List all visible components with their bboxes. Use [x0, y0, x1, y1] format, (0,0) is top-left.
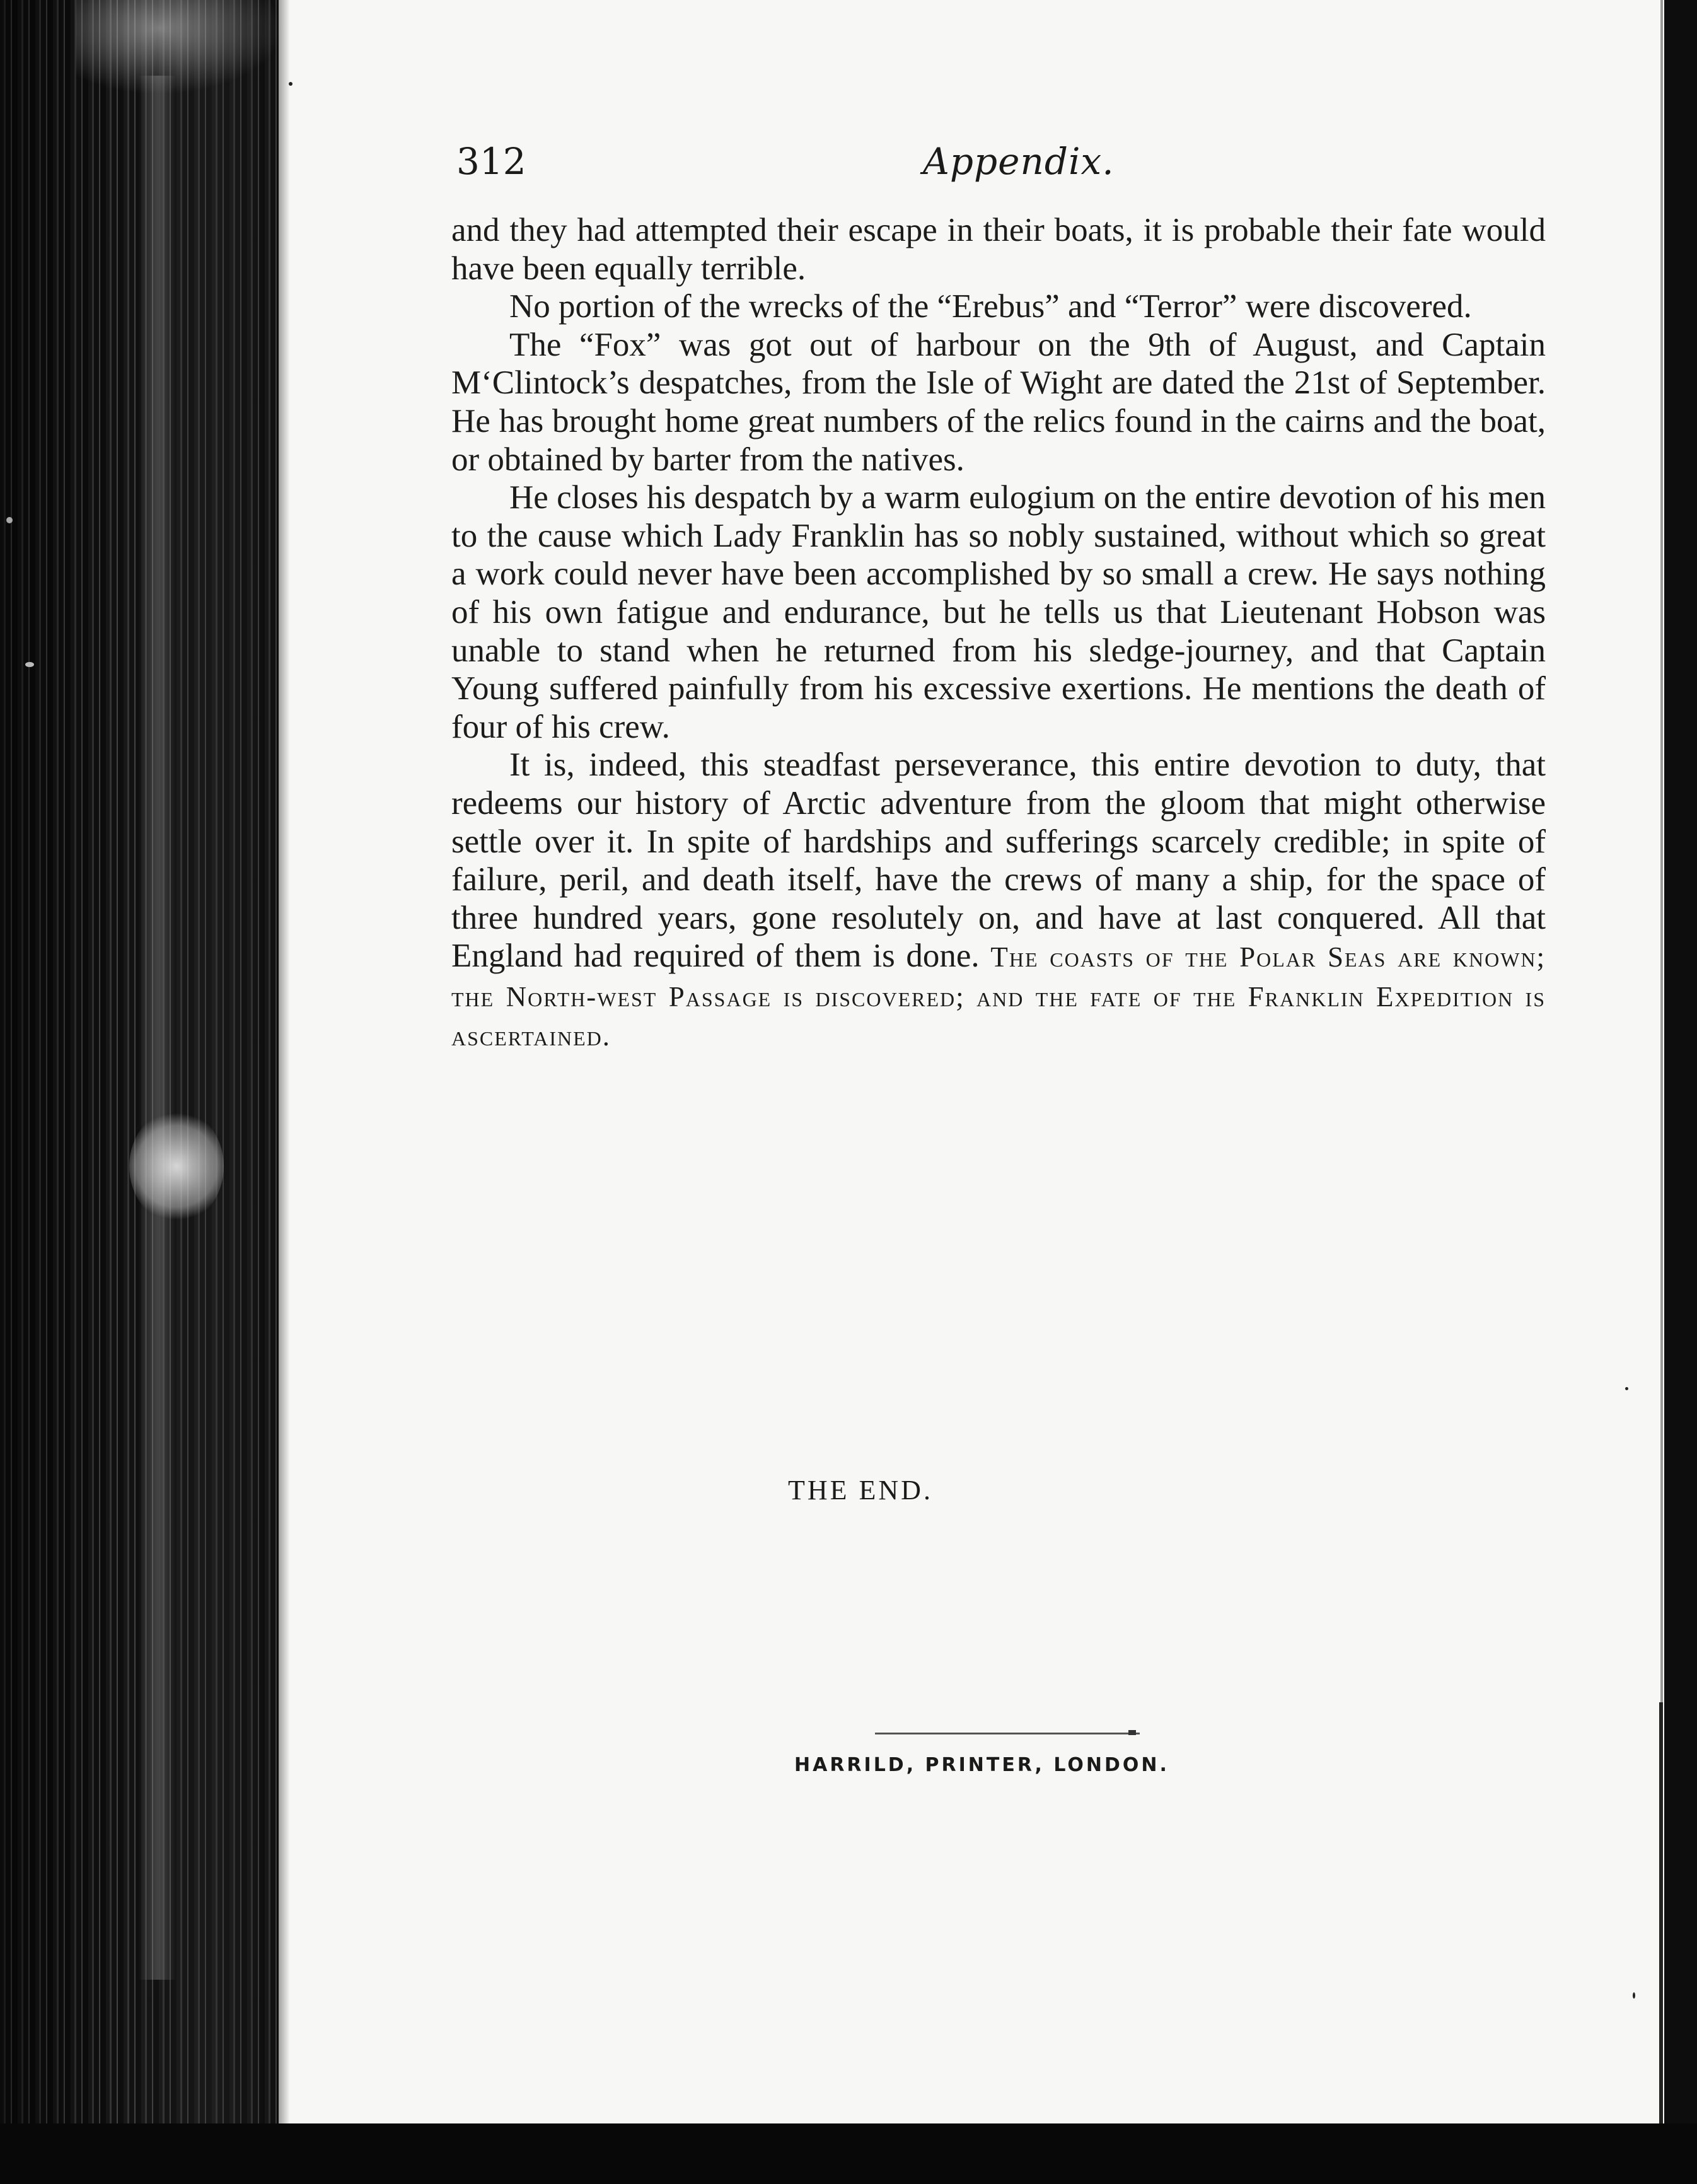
- scan-speck: [6, 517, 13, 523]
- bottom-dark-band: [0, 2123, 1697, 2184]
- paragraph-2: No portion of the wrecks of the “Erebus” and “Terror” were discovered.: [509, 288, 1472, 325]
- running-head: Appendix.: [923, 140, 1115, 183]
- paragraph-1: and they had attempted their escape in their boats, it is probable their fate would have been equally terrible.: [451, 212, 1546, 287]
- gutter-shadow: [279, 0, 290, 2123]
- spine-highlight: [139, 76, 177, 1980]
- body-text: [451, 211, 1546, 1055]
- printer-rule-dot: [1128, 1730, 1136, 1735]
- paragraph-5: [451, 746, 1546, 1055]
- scan-speck: [1633, 1992, 1635, 1999]
- right-page-edge-dark: [1659, 1702, 1663, 2123]
- printer-rule: [875, 1733, 1140, 1734]
- page-number: 312: [456, 140, 526, 183]
- paragraph-4: He closes his despatch by a warm eulogium on the entire devotion of his men to the cause which Lady Franklin has so nobly sustained, without which so great a work could never have been accomplished by so small a crew. He says nothing of his own fatigue and endurance, but he tells us that Lieutenant Hobson was unable to stand when he returned from his sledge-journey, and that Captain Young suffered painfully from his excessive exertions. He mentions the death of four of his crew.: [451, 479, 1546, 745]
- paragraph-3: The “Fox” was got out of harbour on the 9th of August, and Captain M‘Clintock’s despatches, from the Isle of Wight are dated the 21st of September. He has brought home great numbers of the relics found in the cairns and the boat, or obtained by barter from the natives.: [451, 326, 1546, 478]
- the-end: THE END.: [788, 1475, 933, 1506]
- paragraph-5-smallcaps: The coasts of the Polar Seas are known; the North-west Passage is discovered; and the fate of the Franklin Expedition is ascertained.: [451, 941, 1546, 1052]
- spine-stain: [76, 0, 284, 95]
- page-header: [456, 136, 1125, 193]
- paragraph-5-text: It is, indeed, this steadfast perseverance, this entire devotion to duty, that redeems our history of Arctic adventure from the gloom that might otherwise settle over it. In spite of hardships and sufferings scarcely credible; in spite of failure, peril, and death itself, have the crews of many a ship, for the space of three hundred years, gone resolutely on, and have at last conquered. All that England had required of them is done.: [451, 746, 1546, 975]
- scan-speck: [1625, 1387, 1628, 1390]
- scan-speck: [25, 662, 34, 667]
- spine-paper-blot: [129, 1110, 224, 1223]
- printer-imprint: HARRILD, PRINTER, LONDON.: [794, 1754, 1169, 1776]
- scan-speck: [289, 82, 292, 86]
